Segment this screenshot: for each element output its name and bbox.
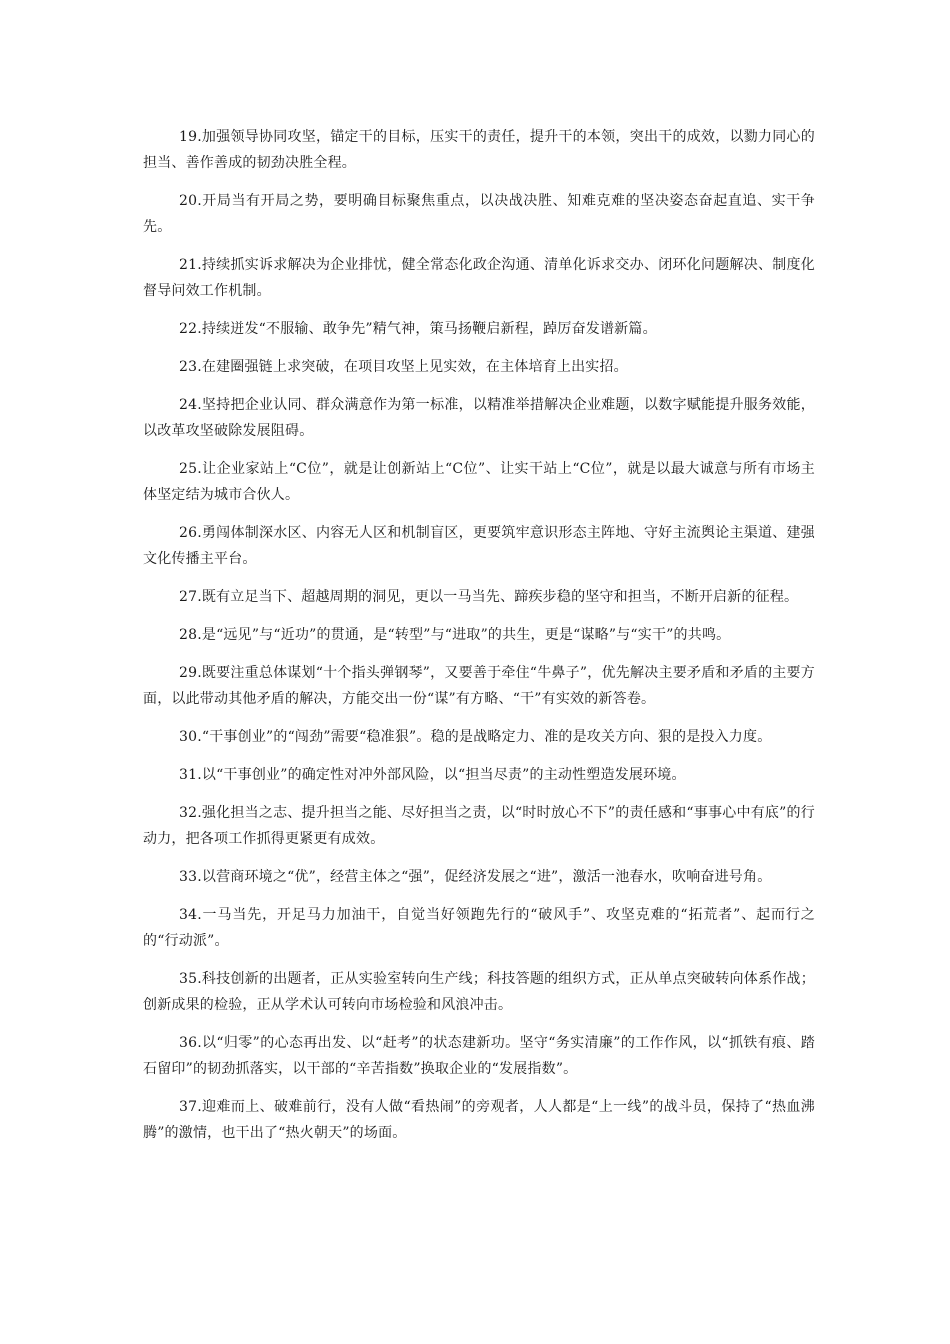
paragraph-31: 31.以“干事创业”的确定性对冲外部风险，以“担当尽责”的主动性塑造发展环境。	[179, 767, 686, 783]
paragraph-20: 20.开局当有开局之势，要明确目标聚焦重点，以决战决胜、知难克难的坚决姿态奋起直追、实干争先。	[143, 193, 815, 235]
paragraph-36: 36.以“归零”的心态再出发、以“赶考”的状态建新功。坚守“务实清廉”的工作作风，以“抓铁有痕、踏石留印”的韧劲抓落实，以干部的“辛苦指数”换取企业的“发展指数”。	[143, 1035, 815, 1077]
paragraph-27: 27.既有立足当下、超越周期的洞见，更以一马当先、蹄疾步稳的坚守和担当，不断开启新的征程。	[179, 589, 799, 605]
paragraph-23: 23.在建圈强链上求突破，在项目攻坚上见实效，在主体培育上出实招。	[179, 359, 628, 375]
paragraph-30: 30.“干事创业”的“闯劲”需要“稳准狠”。稳的是战略定力、准的是攻关方向、狠的是投入力度。	[179, 729, 772, 745]
paragraph-26: 26.勇闯体制深水区、内容无人区和机制盲区，更要筑牢意识形态主阵地、守好主流舆论主渠道、建强文化传播主平台。	[143, 525, 815, 567]
paragraph-24: 24.坚持把企业认同、群众满意作为第一标准，以精准举措解决企业难题，以数字赋能提升服务效能，以改革攻坚破除发展阻碍。	[143, 397, 815, 439]
paragraph-21: 21.持续抓实诉求解决为企业排忧，健全常态化政企沟通、清单化诉求交办、闭环化问题解决、制度化督导问效工作机制。	[143, 257, 815, 299]
paragraph-35: 35.科技创新的出题者，正从实验室转向生产线；科技答题的组织方式，正从单点突破转向体系作战；创新成果的检验，正从学术认可转向市场检验和风浪冲击。	[143, 971, 815, 1013]
paragraph-33: 33.以营商环境之“优”，经营主体之“强”，促经济发展之“进”，激活一池春水，吹响奋进号角。	[179, 869, 772, 885]
document-body	[143, 124, 815, 1158]
paragraph-22: 22.持续迸发“不服输、敢争先”精气神，策马扬鞭启新程，踔厉奋发谱新篇。	[179, 321, 657, 337]
paragraph-37: 37.迎难而上、破难前行，没有人做“看热闹”的旁观者，人人都是“上一线”的战斗员，保持了“热血沸腾”的激情，也干出了“热火朝天”的场面。	[143, 1099, 815, 1141]
paragraph-29: 29.既要注重总体谋划“十个指头弹钢琴”，又要善于牵住“牛鼻子”，优先解决主要矛盾和矛盾的主要方面，以此带动其他矛盾的解决，方能交出一份“谋”有方略、“干”有实效的新答卷。	[143, 665, 815, 707]
paragraph-28: 28.是“远见”与“近功”的贯通，是“转型”与“进取”的共生，更是“谋略”与“实干”的共鸣。	[179, 627, 731, 643]
paragraph-34: 34.一马当先，开足马力加油干，自觉当好领跑先行的“破风手”、攻坚克难的“拓荒者”、起而行之的“行动派”。	[143, 907, 815, 949]
paragraph-32: 32.强化担当之志、提升担当之能、尽好担当之责，以“时时放心不下”的责任感和“事事心中有底”的行动力，把各项工作抓得更紧更有成效。	[143, 805, 815, 847]
paragraph-19: 19.加强领导协同攻坚，锚定干的目标，压实干的责任，提升干的本领，突出干的成效，以勠力同心的担当、善作善成的韧劲决胜全程。	[143, 129, 815, 171]
paragraph-25: 25.让企业家站上“C位”，就是让创新站上“C位”、让实干站上“C位”，就是以最大诚意与所有市场主体坚定结为城市合伙人。	[143, 461, 815, 503]
